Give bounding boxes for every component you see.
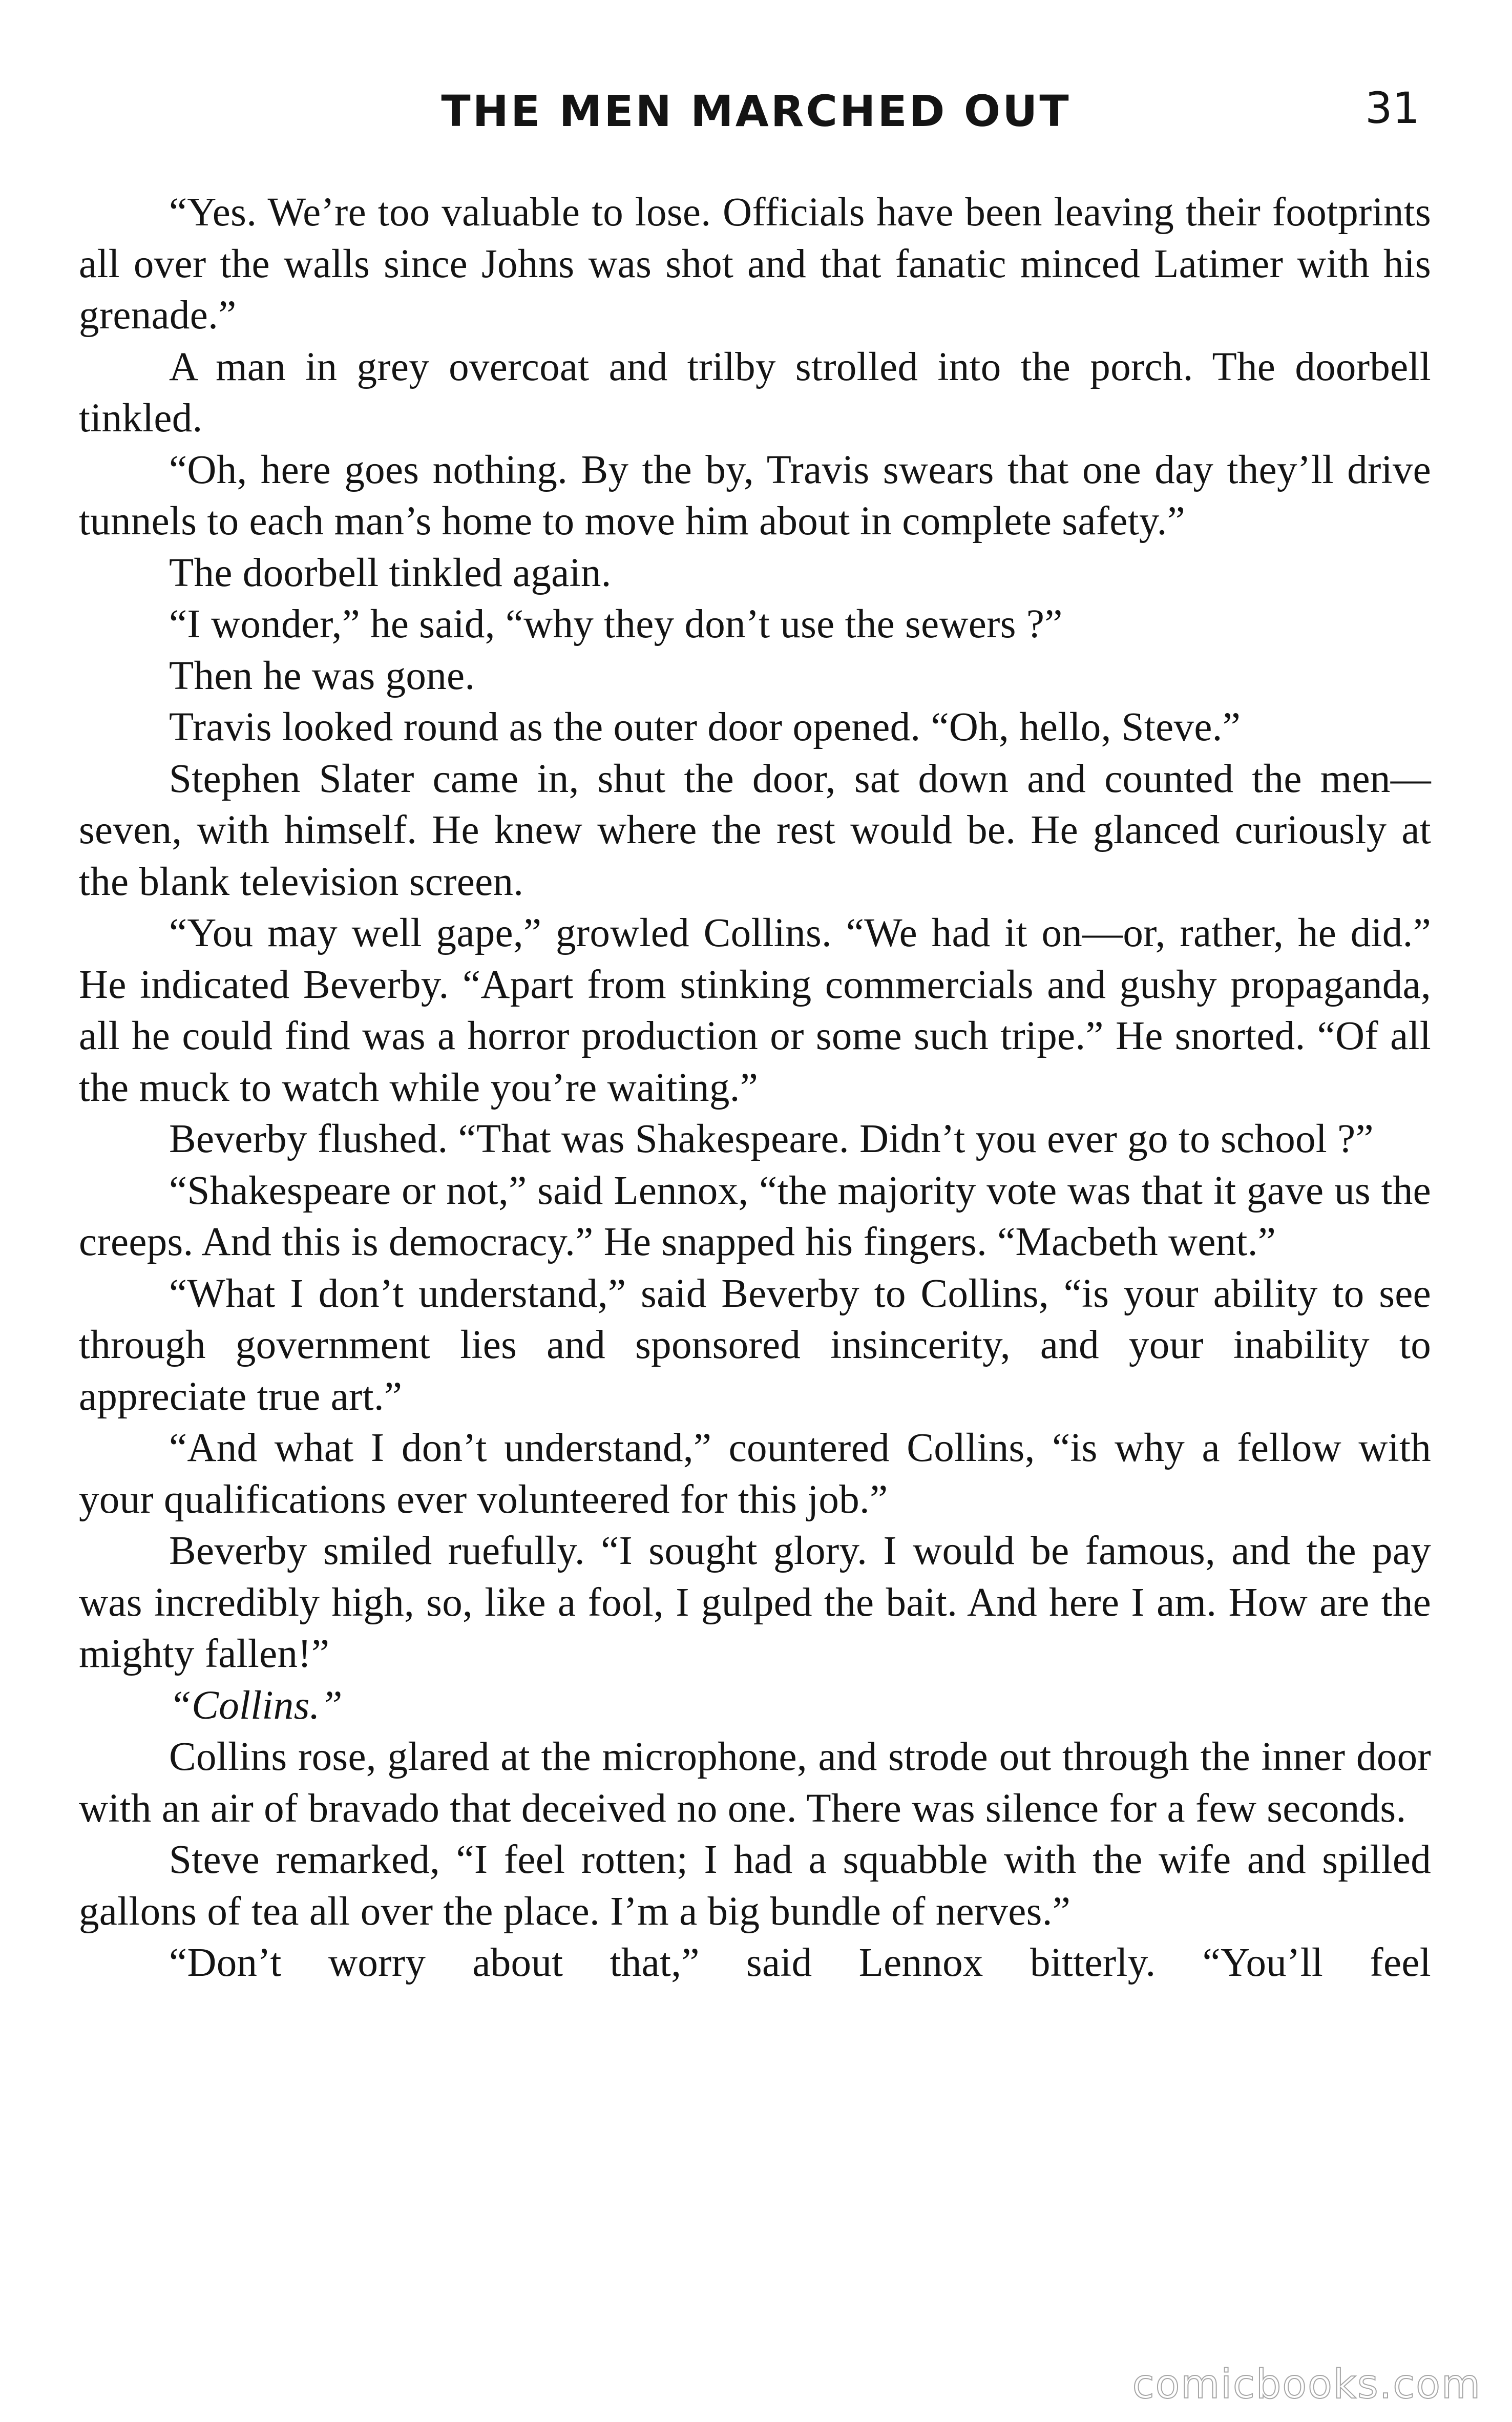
paragraph: Then he was gone. <box>169 653 475 698</box>
paragraph: Beverby smiled ruefully. “I sought glory. I would be famous, and the pay was incredibly high, so, like a fool, I gulped the bait. And here I am. How are the mighty fallen!” <box>79 1529 1431 1676</box>
paragraph: “You may well gape,” growled Collins. “We had it on—or, rather, he did.” He indicated Beverby. “Apart from stinking commercials and gushy propaganda, all he could find was a horror production or some such tripe.” He snorted. “Of all the muck to watch while you’re waiting.” <box>79 911 1431 1110</box>
paragraph: Steve remarked, “I feel rotten; I had a squabble with the wife and spilled gallons of tea all over the place. I’m a big bundle of nerves.” <box>79 1838 1431 1934</box>
chapter-title: THE MEN MARCHED OUT <box>441 86 1071 136</box>
paragraph: Beverby flushed. “That was Shakespeare. Didn’t you ever go to school ?” <box>169 1117 1374 1161</box>
paragraph: The doorbell tinkled again. <box>169 550 612 595</box>
paragraph: “Don’t worry about that,” said Lennox bitterly. “You’ll feel <box>169 1940 1431 1985</box>
running-head <box>77 77 1435 149</box>
paragraph: Travis looked round as the outer door opened. “Oh, hello, Steve.” <box>169 705 1241 749</box>
paragraph: “Oh, here goes nothing. By the by, Travis swears that one day they’ll drive tunnels to each man’s home to move him about in complete safety.” <box>79 447 1431 544</box>
paragraph: “Collins.” <box>169 1683 343 1728</box>
paragraph: Collins rose, glared at the microphone, and strode out through the inner door with an air of bravado that deceived no one. There was silence for a few seconds. <box>79 1735 1431 1831</box>
paragraph: A man in grey overcoat and trilby strolled into the porch. The doorbell tinkled. <box>79 344 1431 441</box>
paragraph: “And what I don’t understand,” countered Collins, “is why a fellow with your qualifications ever volunteered for this job.” <box>79 1426 1431 1522</box>
paragraph: “What I don’t understand,” said Beverby to Collins, “is your ability to see through government lies and sponsored insincerity, and your inability to appreciate true art.” <box>79 1271 1431 1419</box>
paragraph: “Yes. We’re too valuable to lose. Officials have been leaving their footprints all over the walls since Johns was shot and that fanatic minced Latimer with his grenade.” <box>79 190 1431 338</box>
paragraph: Stephen Slater came in, shut the door, sat down and counted the men—seven, with himself. He knew where the rest would be. He glanced curiously at the blank television screen. <box>79 756 1431 904</box>
paragraph: “I wonder,” he said, “why they don’t use the sewers ?” <box>169 602 1063 646</box>
paragraph: “Shakespeare or not,” said Lennox, “the majority vote was that it gave us the creeps. And this is democracy.” He snapped his fingers. “Macbeth went.” <box>79 1168 1431 1264</box>
watermark: comicbooks.com <box>1132 2362 1481 2408</box>
body-text <box>79 187 1431 1989</box>
page-number: 31 <box>1365 83 1420 133</box>
